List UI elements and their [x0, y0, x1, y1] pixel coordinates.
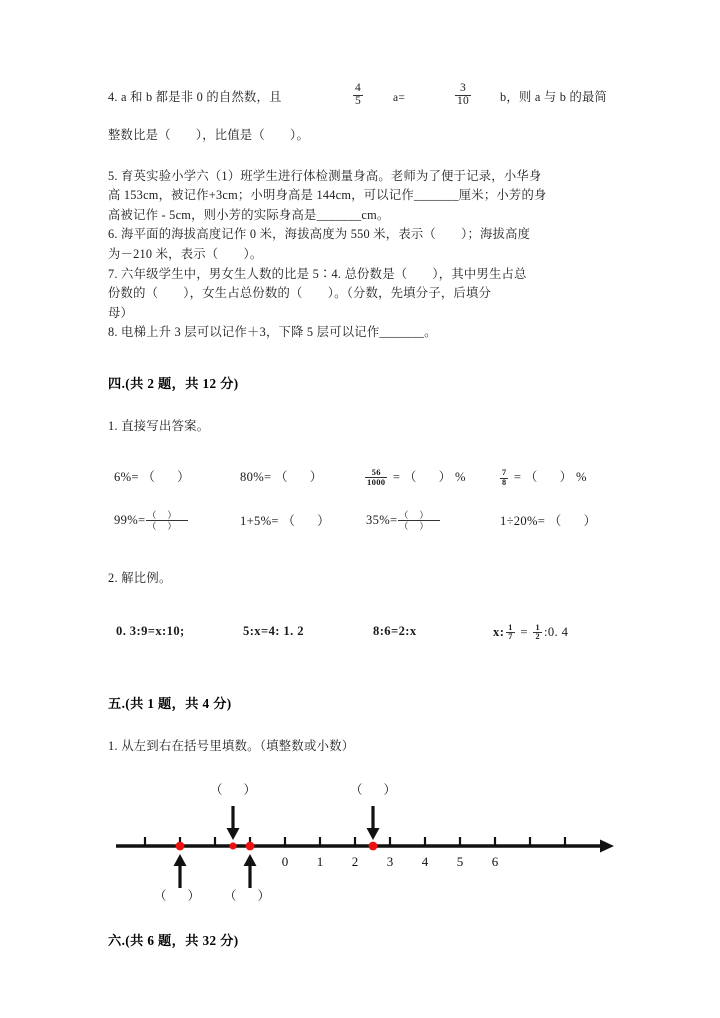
calc-lhs: 1+5%: [240, 513, 272, 528]
fraction-numerator: 7: [502, 468, 507, 478]
pfraction-denominator: （）: [399, 521, 440, 532]
fraction-denominator: 1000: [367, 477, 386, 488]
axis-label-5: 5: [456, 853, 464, 869]
question-5: [108, 167, 620, 226]
question-5-line-3: 高被记作 - 5cm，则小芳的实际身高是_______cm。: [108, 207, 390, 222]
question-6: [108, 225, 620, 264]
axis-label-4: 4: [421, 853, 429, 869]
section-six: [108, 930, 620, 949]
calc-eq: =: [138, 513, 146, 528]
section-four-sub1-label: 1. 直接写出答案。: [108, 418, 210, 433]
calc-paren-fraction: [146, 510, 188, 531]
question-4: [108, 84, 620, 146]
proportion-item-2: 5:x=4: 1. 2: [243, 623, 304, 638]
paren-close: ）: [243, 782, 257, 797]
section-four-heading: 四.(共 2 题，共 12 分): [108, 375, 239, 391]
fraction-denominator: 7: [508, 632, 513, 642]
calc-lhs: 1÷20%: [500, 513, 538, 528]
calc-answer-paren-open: （: [403, 469, 417, 484]
question-4-fraction-2: [455, 83, 471, 108]
fraction-numerator: 56: [371, 467, 381, 478]
proportion-item-4: [493, 624, 568, 642]
calc-eq: =: [271, 513, 279, 528]
down-arrow-head-icon: [367, 828, 380, 840]
proportion-fraction-1: [506, 624, 515, 642]
red-dot: [369, 842, 378, 851]
fraction-numerator: 3: [460, 82, 466, 94]
calc-item-56-over-1000: [363, 466, 466, 487]
answer-paren-below-1: [154, 886, 200, 904]
question-6-line-2: 为－210 米，表示（ ）。: [108, 246, 263, 261]
axis-arrowhead-icon: [600, 839, 614, 852]
paren-open: （: [223, 888, 237, 903]
calc-lhs: 80%: [240, 469, 264, 484]
calc-lhs: 99%: [114, 513, 138, 528]
paren-open: （: [153, 888, 167, 903]
proportion-item-1: 0. 3:9=x:10;: [116, 623, 185, 638]
axis-label-0: 0: [281, 853, 289, 869]
section-five: [108, 693, 620, 904]
calc-eq: =: [537, 513, 546, 528]
calc-answer-paren-close: ）: [583, 513, 597, 528]
calc-answer-paren-open: （: [524, 469, 538, 484]
question-4-fraction-1: [353, 83, 363, 108]
answer-paren-below-2: [224, 886, 270, 904]
paren-open: （: [349, 782, 363, 797]
calc-answer-paren-close: ）: [309, 469, 323, 484]
calc-item-35-percent: [366, 510, 441, 531]
proportion-prefix: x:: [493, 624, 505, 639]
fraction-denominator: 5: [355, 94, 361, 107]
paren-open: （: [209, 782, 223, 797]
calc-answer-paren-close: ）: [438, 469, 452, 484]
calc-eq: =: [513, 469, 522, 484]
calc-eq: =: [392, 469, 401, 484]
worksheet-content: [108, 84, 620, 949]
paren-close: ）: [383, 782, 397, 797]
question-7: [108, 265, 620, 324]
paren-close: ）: [257, 888, 271, 903]
question-7-line-2: 份数的（ ），女生占总份数的（ ）。（分数，先填分子，后填分: [108, 286, 492, 301]
question-7-line-3: 母）: [108, 305, 134, 320]
calc-answer-paren-open: （: [282, 513, 296, 528]
calc-answer-paren-close: ）: [317, 513, 331, 528]
proportion-row: [108, 621, 620, 651]
section-four: [108, 373, 620, 651]
axis-label-2: 2: [351, 853, 359, 869]
axis-label-3: 3: [386, 853, 394, 869]
section-four-sub2-label: 2. 解比例。: [108, 570, 172, 585]
fraction-denominator: 8: [502, 477, 507, 487]
question-4-equals-a: a=: [393, 92, 406, 104]
calc-paren-fraction: [398, 510, 440, 531]
pfraction-numerator: （）: [147, 509, 188, 520]
up-arrow-head-icon: [244, 854, 257, 866]
section-six-heading: 六.(共 6 题，共 32 分): [108, 932, 239, 948]
calc-suffix-percent: %: [575, 469, 587, 484]
axis-label-6: 6: [491, 853, 499, 869]
calc-item-99-percent: [114, 510, 189, 531]
question-4-line-2: 整数比是（ ），比值是（ ）。: [108, 128, 309, 142]
calc-fraction: [365, 468, 387, 487]
down-arrow-head-icon: [227, 828, 240, 840]
calc-item-6-percent: [114, 466, 190, 485]
number-line-up-arrows: [174, 854, 257, 888]
paren-close: ）: [187, 888, 201, 903]
calc-item-1-div-20-percent: [500, 510, 596, 529]
up-arrow-head-icon: [174, 854, 187, 866]
number-line-down-arrows: [227, 806, 380, 840]
calc-item-7-over-8: [498, 466, 587, 487]
red-dot: [176, 842, 185, 851]
axis-label-1: 1: [316, 853, 324, 869]
answer-paren-above-1: [210, 780, 256, 798]
calc-answer-paren-open: （: [142, 469, 156, 484]
question-7-line-1: 7. 六年级学生中，男女生人数的比是 5∶4. 总份数是（ ），其中男生占总: [108, 266, 527, 281]
question-6-line-1: 6. 海平面的海拔高度记作 0 米，海拔高度为 550 米，表示（ ）；海拔高度: [108, 227, 531, 242]
fraction-denominator: 10: [457, 94, 469, 107]
percent-conversion-row-2: [108, 506, 620, 538]
proportion-eq: =: [520, 624, 528, 639]
red-dot: [229, 842, 236, 849]
proportion-suffix: :0. 4: [543, 624, 569, 639]
question-5-line-1: 5. 育英实验小学六（1）班学生进行体检测量身高。老师为了便于记录，小华身: [108, 168, 542, 183]
calc-suffix-percent: %: [454, 469, 466, 484]
fraction-numerator: 1: [535, 622, 540, 632]
section-five-sub1-label: 1. 从左到右在括号里填数。（填整数或小数）: [108, 738, 355, 753]
red-dot: [246, 842, 255, 851]
calc-eq: =: [131, 469, 139, 484]
calc-fraction: [500, 469, 508, 487]
question-8: [108, 323, 620, 343]
section-five-heading: 五.(共 1 题，共 4 分): [108, 695, 232, 711]
percent-conversion-row-1: [108, 462, 620, 494]
calc-lhs: 6%: [114, 469, 132, 484]
calc-answer-paren-close: ）: [559, 469, 573, 484]
calc-eq: =: [390, 513, 398, 528]
proportion-fraction-2: [533, 624, 542, 642]
answer-paren-above-2: [350, 780, 396, 798]
calc-answer-paren-close: ）: [177, 469, 191, 484]
question-4-text-part1: 4. a 和 b 都是非 0 的自然数，且: [108, 90, 282, 104]
calc-item-1-plus-5-percent: [240, 510, 330, 529]
question-5-line-2: 高 153cm，被记作+3cm；小明身高是 144cm，可以记作_______厘米；小芳的身: [108, 188, 547, 203]
calc-answer-paren-open: （: [274, 469, 288, 484]
proportion-item-3: 8:6=2:x: [373, 623, 417, 638]
fraction-numerator: 4: [355, 82, 361, 94]
fraction-numerator: 1: [508, 622, 513, 632]
pfraction-denominator: （）: [147, 521, 188, 532]
question-4-text-part2: b，则 a 与 b 的最简: [500, 90, 608, 104]
question-8-line-1: 8. 电梯上升 3 层可以记作＋3，下降 5 层可以记作_______。: [108, 325, 437, 340]
calc-answer-paren-open: （: [548, 513, 562, 528]
calc-item-80-percent: [240, 466, 323, 485]
number-line-figure: [108, 774, 620, 904]
fraction-denominator: 2: [535, 632, 540, 642]
calc-lhs: 35%: [366, 513, 390, 528]
pfraction-numerator: （）: [399, 509, 440, 520]
calc-eq: =: [264, 469, 272, 484]
